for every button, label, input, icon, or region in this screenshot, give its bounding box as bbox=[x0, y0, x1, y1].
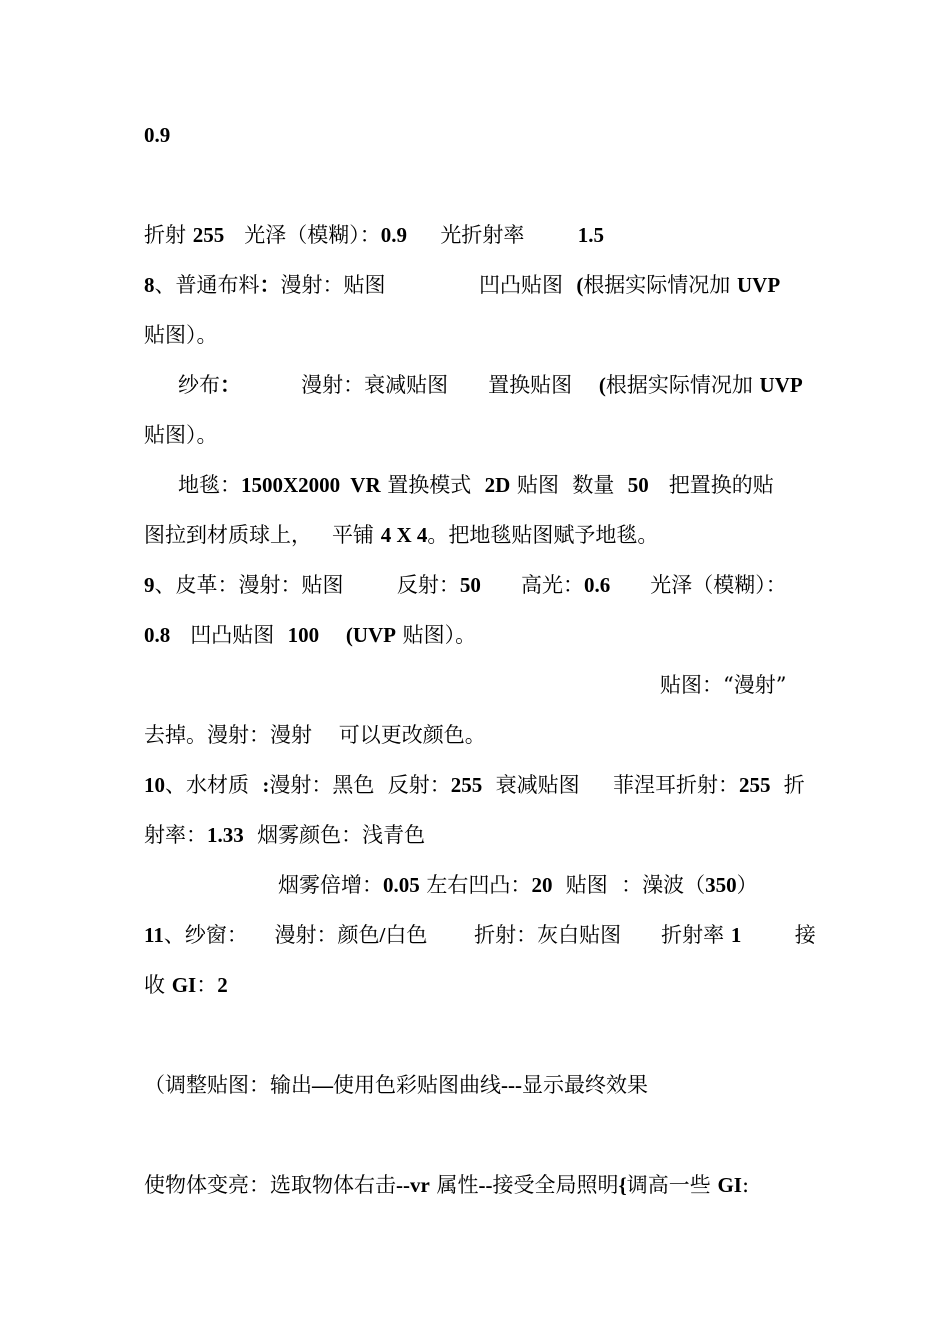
text-line-14: 射率：1.33 烟雾颜色：浅青色 bbox=[144, 823, 426, 847]
text-line-8: 图拉到材质球上， 平铺 4 X 4。把地毯贴图赋予地毯。 bbox=[144, 523, 659, 547]
text-line-6: 贴图）。 bbox=[144, 423, 218, 447]
text-line-1: 0.9 bbox=[144, 123, 171, 147]
text-line-9: 9、皮革：漫射：贴图 反射：50 高光：0.6 光泽（模糊）： bbox=[144, 573, 787, 597]
text-line-17: 收 GI：2 bbox=[144, 973, 228, 997]
text-line-4: 贴图）。 bbox=[144, 323, 218, 347]
text-line-3: 8、普通布料：漫射：贴图 凹凸贴图 (根据实际情况加 UVP bbox=[144, 273, 781, 297]
text-line-18: （调整贴图：输出—使用色彩贴图曲线---显示最终效果 bbox=[144, 1073, 648, 1097]
text-line-7: 地毯：1500X2000 VR 置换模式 2D 贴图 数量 50 把置换的贴 bbox=[178, 473, 774, 497]
text-line-15: 烟雾倍增：0.05 左右凹凸：20 贴图 ：澡波（350） bbox=[278, 873, 758, 897]
text-line-10: 0.8 凹凸贴图 100 (UVP 贴图）。 bbox=[144, 623, 477, 647]
text-line-5: 纱布： 漫射：衰减贴图 置换贴图 (根据实际情况加 UVP bbox=[178, 373, 803, 397]
text-line-13: 10、水材质 :漫射：黑色 反射：255 衰减贴图 菲涅耳折射：255 折 bbox=[144, 773, 805, 797]
text-line-19: 使物体变亮：选取物体右击--vr 属性--接受全局照明{调高一些 GI: bbox=[144, 1173, 750, 1197]
text-line-16: 11、纱窗： 漫射：颜色/白色 折射：灰白贴图 折射率 1 接 bbox=[144, 923, 816, 947]
text-line-12: 去掉。漫射：漫射 可以更改颜色。 bbox=[144, 723, 486, 747]
text-line-11: 贴图：“漫射” bbox=[660, 673, 787, 697]
text-line-2: 折射 255 光泽（模糊）：0.9 光折射率 1.5 bbox=[144, 223, 604, 247]
